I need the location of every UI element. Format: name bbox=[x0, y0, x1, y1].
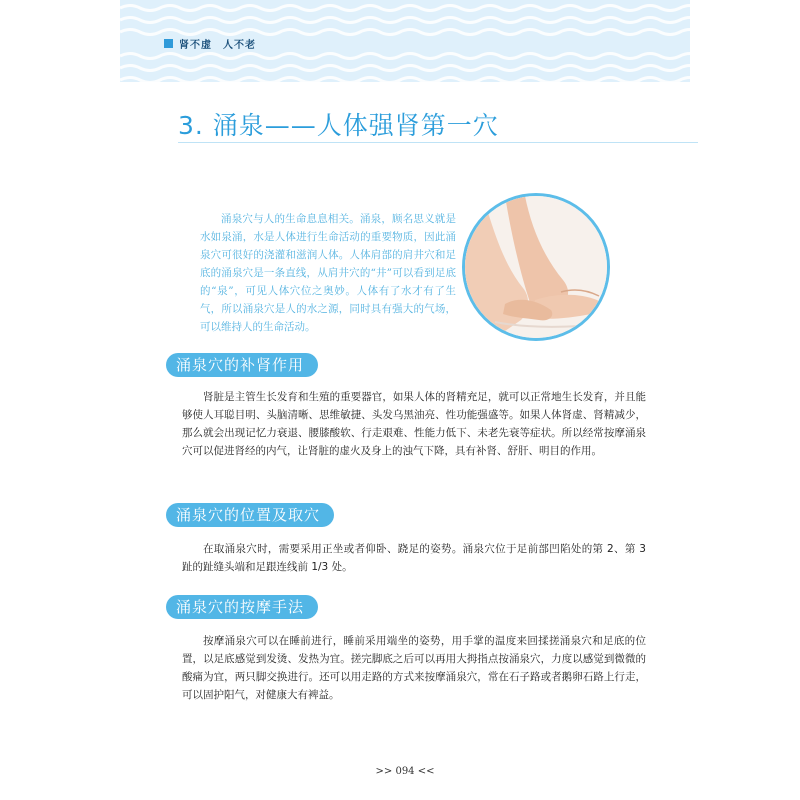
header-band bbox=[120, 0, 690, 82]
title-divider bbox=[178, 142, 698, 143]
running-header bbox=[164, 36, 256, 51]
book-page bbox=[120, 0, 690, 800]
section-label-massage: 涌泉穴的按摩手法 bbox=[166, 595, 318, 619]
section-text-kidney-benefit: 肾脏是主管生长发育和生殖的重要器官，如果人体的肾精充足，就可以正常地生长发育，并且能够使人耳聪目明、头脑清晰、思维敏捷、头发乌黑油亮、性功能强盛等。如果人体肾虚、肾精减少，那么就会出现记忆力衰退、腰膝酸软、行走艰难、性能力低下、未老先衰等症状。所以经常按摩涌泉穴可以促进肾经的内气，让肾脏的虚火及身上的浊气下降，具有补肾、舒肝、明目的作用。 bbox=[182, 391, 646, 457]
header-square-icon bbox=[164, 39, 173, 48]
section-text-massage: 按摩涌泉穴可以在睡前进行，睡前采用端坐的姿势，用手掌的温度来回揉搓涌泉穴和足底的位置，以足底感觉到发烫、发热为宜。搓完脚底之后可以再用大拇指点按涌泉穴，力度以感觉到微微的酸痛为宜，两只脚交换进行。还可以用走路的方式来按摩涌泉穴，常在石子路或者鹅卵石路上行走，可以固护阳气，对健康大有裨益。 bbox=[182, 635, 646, 701]
section-label-location: 涌泉穴的位置及取穴 bbox=[166, 503, 334, 527]
page-number: >> 094 << bbox=[375, 766, 435, 777]
chapter-title: 3. 涌泉——人体强肾第一穴 bbox=[178, 111, 499, 140]
foot-illustration bbox=[465, 196, 607, 338]
header-tag-text: 肾不虚 人不老 bbox=[179, 40, 256, 51]
intro-paragraph: 涌泉穴与人的生命息息相关。涌泉，顾名思义就是水如泉涌，水是人体进行生命活动的重要物质，因此涌泉穴可很好的浇灌和滋润人体。人体肩部的肩井穴和足底的涌泉穴是一条直线，从肩井穴的“井”可以看到足底的“泉”，可见人体穴位之奥妙。人体有了水才有了生气，所以涌泉穴是人的水之源，同时具有强大的气场，可以维持人的生命活动。 bbox=[200, 213, 456, 333]
section-label-kidney-benefit: 涌泉穴的补肾作用 bbox=[166, 353, 318, 377]
foot-massage-photo bbox=[462, 193, 610, 341]
section-text-location: 在取涌泉穴时，需要采用正坐或者仰卧、跷足的姿势。涌泉穴位于足前部凹陷处的第 2、第 3 趾的趾缝头端和足跟连线前 1/3 处。 bbox=[182, 543, 646, 573]
